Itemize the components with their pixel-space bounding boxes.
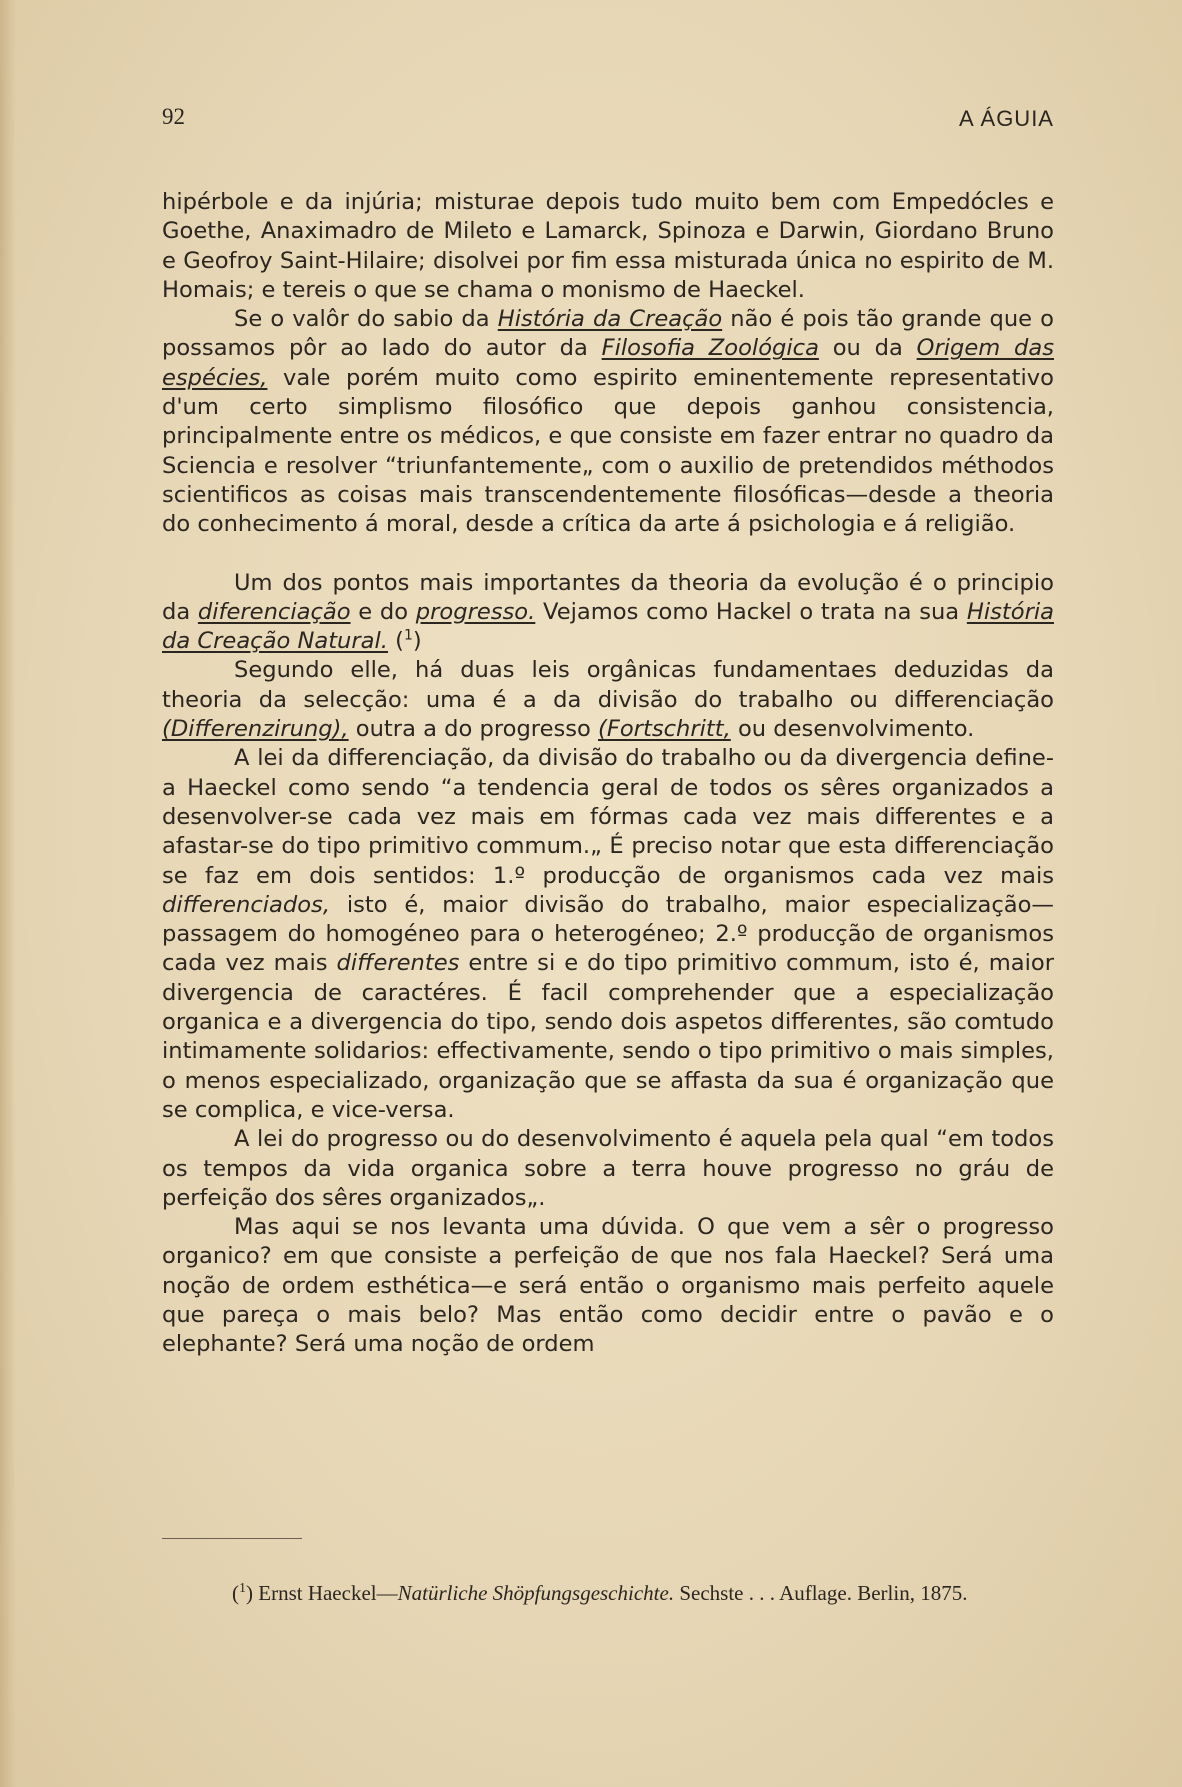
text-run: ) Ernst Haeckel— — [246, 1581, 398, 1605]
text-run: ( — [387, 628, 404, 655]
emphasized-text: diferenciação — [197, 598, 351, 625]
paragraph — [162, 1213, 1054, 1359]
text-run: Segundo elle, há duas leis orgânicas fundamentaes deduzidas da theoria da selecção: uma é a da divisão do trabalho ou differenciação — [162, 657, 1054, 713]
footnote-marker: 1 — [239, 1581, 246, 1596]
page-number: 92 — [162, 104, 185, 129]
text-run: Sechste . . . Auflage. Berlin, 1875. — [674, 1581, 968, 1605]
text-run: não é pois tão grande que o possamos pôr ao lado do autor da — [162, 306, 1054, 362]
paragraph — [162, 744, 1054, 1125]
emphasized-text: História da Creação — [497, 306, 723, 333]
paragraph — [162, 1125, 1054, 1213]
text-run: isto é, maior divisão do trabalho, maior especialização—passagem do homogéneo para o heterogéneo; 2.º producção de organismos cada vez mais — [162, 891, 1054, 977]
text-run: Se o valôr do sabio da — [234, 306, 498, 333]
paragraph — [162, 569, 1054, 657]
paragraph — [162, 305, 1054, 539]
text-run: outra a do progresso — [348, 716, 599, 743]
text-run: Um dos pontos mais importantes da theoria da evolução é o principio da — [162, 569, 1054, 625]
text-run: A lei da differenciação, da divisão do trabalho ou da divergencia define-a Haeckel como sendo “a tendencia geral de todos os sêres organizados a desenvolver-se cada vez mais em fórmas cada vez mais differentes e a afastar-se do tipo primitivo commum.„ É preciso notar que esta differenciação se faz em dois sentidos: 1.º producção de organismos cada vez mais — [162, 745, 1054, 889]
text-run: hipérbole e da injúria; misturae depois tudo muito bem com Empedócles e Goethe, Anaximadro de Mileto e Lamarck, Spinoza e Darwin, Giordano Bruno e Geofroy Saint-Hilaire; disolvei por fim essa misturada única no espirito de M. Homais; e tereis o que se chama o monismo de Haeckel. — [162, 189, 1054, 303]
emphasized-text: (Differenzirung), — [162, 716, 349, 743]
page-header — [162, 104, 1054, 134]
emphasized-text: História da Creação Natural. — [162, 598, 1054, 655]
emphasized-text: Origem das espécies, — [162, 335, 1055, 391]
page-spine-shadow — [0, 0, 16, 1787]
footnote-text — [162, 1581, 967, 1605]
text-run: entre si e do tipo primitivo commum, isto é, maior divergencia de caractéres. É facil comprehender que a especialização organica e a divergencia do tipo, sendo dois aspetos differentes, são comtudo intimamente solidarios: effectivamente, sendo o tipo primitivo o mais simples, o menos especializado, organização que se affasta da sua é organização que se complica, e vice-versa. — [162, 950, 1054, 1123]
text-run: ou desenvolvimento. — [730, 716, 975, 743]
running-title: A ÁGUIA — [958, 106, 1054, 131]
text-run: e do — [350, 598, 416, 625]
text-run: ) — [412, 628, 422, 655]
text-run: Vejamos como Hackel o trata na sua — [535, 598, 967, 625]
text-run: ( — [232, 1581, 239, 1605]
emphasized-text: progresso. — [415, 598, 536, 625]
emphasized-text: differentes — [336, 950, 460, 977]
paragraph — [162, 656, 1054, 744]
text-run: ou da — [818, 335, 917, 362]
text-run: vale porém muito como espirito eminentemente representativo d'um certo simplismo filosófico que depois ganhou consistencia, principalmente entre os médicos, e que consiste em fazer entrar no quadro da Sciencia e resolver “triunfantemente„ com o auxilio de pretendidos méthodos scientificos as coisas mais transcendentemente filosóficas—desde a theoria do conhecimento á moral, desde a crítica da arte á psichologia e á religião. — [162, 364, 1054, 538]
emphasized-text: differenciados, — [162, 891, 330, 918]
emphasized-text: (Fortschritt, — [598, 716, 731, 743]
footnote-divider — [162, 1538, 302, 1539]
text-run: A lei do progresso ou do desenvolvimento é aquela pela qual “em todos os tempos da vida organica sobre a terra houve progresso no gráu de perfeição dos sêres organizados„. — [162, 1126, 1054, 1211]
paragraph — [162, 188, 1054, 305]
emphasized-text: Filosofia Zoológica — [601, 335, 819, 362]
footnote — [162, 1579, 1054, 1607]
text-run: Mas aqui se nos levanta uma dúvida. O que vem a sêr o progresso organico? em que consiste a perfeição de que nos fala Haeckel? Será uma noção de ordem esthética—e será então o organismo mais perfeito aquele que pareça o mais belo? Mas então como decidir entre o pavão e o elephante? Será uma noção de ordem — [162, 1214, 1054, 1358]
footnote-marker: 1 — [403, 627, 413, 644]
body-text — [162, 188, 1054, 1360]
emphasized-text: Natürliche Shöpfungsgeschichte. — [397, 1581, 675, 1605]
